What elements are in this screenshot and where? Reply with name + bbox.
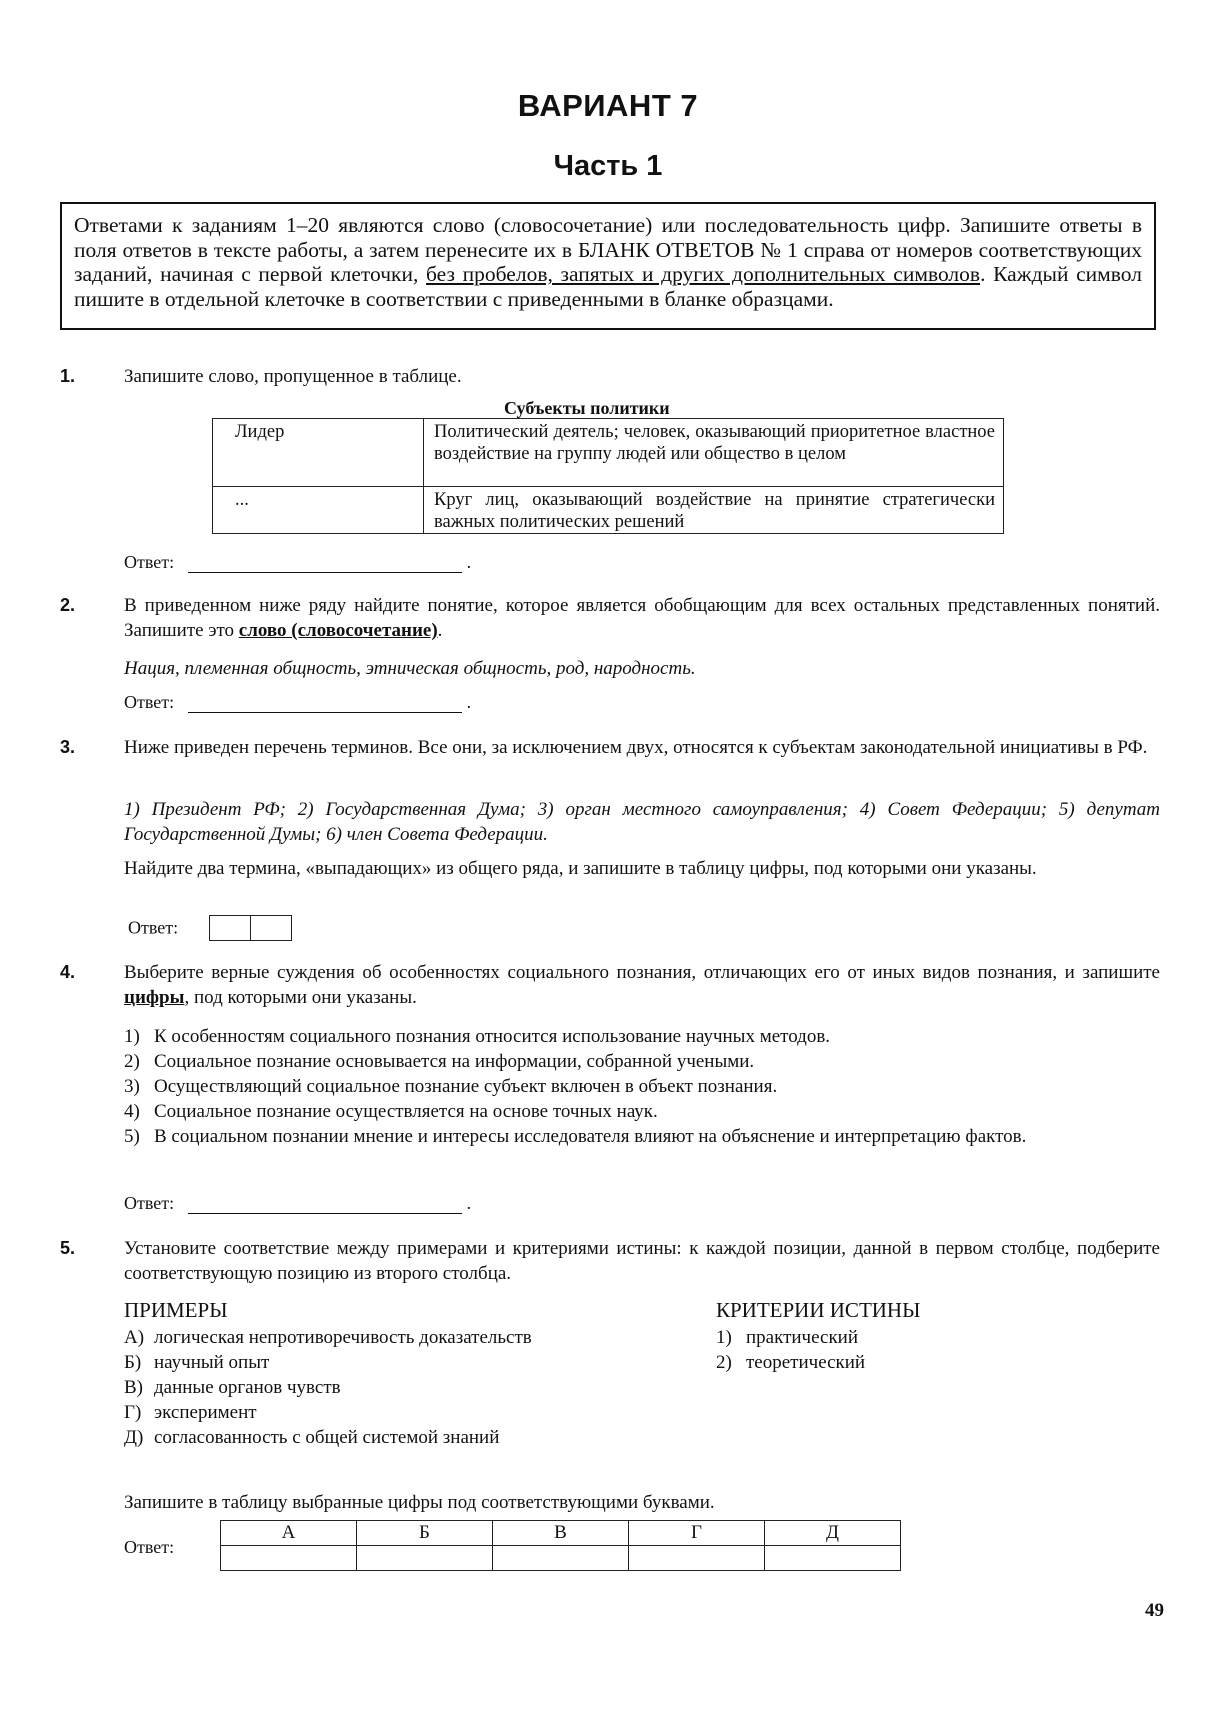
question-text: Установите соответствие между примерами и критериями истины: к каждой позиции, данной в первом столбце, подберите соответствующую позицию из второго столбца.	[124, 1238, 1160, 1284]
example-item	[124, 1350, 594, 1375]
example-letter: Б)	[124, 1352, 142, 1373]
question-4-options	[124, 1024, 1160, 1149]
variant-title: ВАРИАНТ 7	[517, 88, 699, 123]
answer-cell[interactable]	[221, 1546, 357, 1571]
question-5	[60, 1236, 1160, 1292]
criteria-number: 1)	[716, 1327, 732, 1348]
example-text: согласованность с общей системой знаний	[154, 1427, 500, 1448]
example-item	[124, 1400, 594, 1425]
option-number: 3)	[124, 1076, 140, 1097]
instructions-box	[60, 202, 1156, 330]
answer-label-5: Ответ:	[124, 1537, 175, 1557]
example-item	[124, 1375, 594, 1400]
answer-label: Ответ:	[124, 692, 175, 712]
option-number: 2)	[124, 1051, 140, 1072]
option-text: Социальное познание осуществляется на основе точных наук.	[154, 1101, 658, 1122]
option-item	[124, 1124, 1160, 1149]
table-caption: Субъекты политики	[504, 398, 670, 418]
criteria-item	[716, 1350, 1116, 1375]
example-letter: В)	[124, 1377, 143, 1398]
answer-table-input-row	[221, 1546, 901, 1571]
option-text: К особенностям социального познания относится использование научных методов.	[154, 1026, 831, 1047]
answer-table-header	[221, 1521, 901, 1546]
question-emphasis: слово (словосочетание)	[238, 620, 438, 641]
option-number: 5)	[124, 1126, 140, 1147]
question-3-task: Найдите два термина, «выпадающих» из общего ряда, и запишите в таблицу цифры, под которыми они указаны.	[124, 858, 1037, 879]
criteria-text: теоретический	[746, 1352, 866, 1373]
question-text: Запишите слово, пропущенное в таблице.	[124, 366, 462, 387]
answer-field[interactable]	[188, 552, 462, 573]
table-cell-term: Лидер	[213, 419, 424, 487]
option-item	[124, 1074, 1160, 1099]
question-number: 3.	[60, 737, 76, 757]
question-text: Ниже приведен перечень терминов. Все они, за исключением двух, относятся к субъектам законодательной инициативы в РФ.	[124, 737, 1148, 758]
answer-label: Ответ:	[124, 552, 175, 572]
option-number: 4)	[124, 1101, 140, 1122]
table-cell-definition: Политический деятель; человек, оказывающий приоритетное властное воздействие на группу людей или общество в целом	[424, 419, 1004, 487]
question-text-end: , под которыми они указаны.	[184, 987, 417, 1008]
letter-cell: Д	[765, 1521, 901, 1546]
letter-cell: В	[493, 1521, 629, 1546]
criteria-header: КРИТЕРИИ ИСТИНЫ	[716, 1298, 921, 1322]
table-row	[213, 419, 1004, 487]
question-2-items: Нация, племенная общность, этническая общность, род, народность.	[124, 658, 696, 679]
example-text: научный опыт	[154, 1352, 270, 1373]
letter-cell: Б	[357, 1521, 493, 1546]
part-title: Часть 1	[553, 150, 663, 182]
option-text: Осуществляющий социальное познание субъект включен в объект познания.	[154, 1076, 778, 1097]
instructions-text-end: . Каждый символ пишите в отдельной клеточке в соответствии с приведенными в бланке образцами.	[74, 262, 1142, 311]
instructions-underlined: без пробелов, запятых и других дополнительных символов	[426, 262, 981, 287]
question-number: 1.	[60, 366, 76, 386]
criteria-number: 2)	[716, 1352, 732, 1373]
example-letter: Д)	[124, 1427, 144, 1448]
answer-table-5	[220, 1520, 901, 1571]
option-item	[124, 1024, 1160, 1049]
subjects-table	[212, 418, 1004, 534]
question-text-end: .	[437, 620, 443, 641]
criteria-text: практический	[746, 1327, 859, 1348]
answer-field[interactable]	[188, 692, 462, 713]
answer-cell[interactable]	[357, 1546, 493, 1571]
example-text: логическая непротиворечивость доказательств	[154, 1327, 532, 1348]
answer-row-1: Ответ: .	[124, 552, 472, 572]
example-letter: А)	[124, 1327, 145, 1348]
option-text: Социальное познание основывается на информации, собранной учеными.	[154, 1051, 755, 1072]
example-letter: Г)	[124, 1402, 142, 1423]
table-row	[213, 487, 1004, 534]
answer-box[interactable]	[209, 916, 250, 941]
criteria-item	[716, 1325, 1116, 1350]
answer-row-4: Ответ: .	[124, 1193, 472, 1213]
answer-row-2: Ответ: .	[124, 692, 472, 712]
table-instruction: Запишите в таблицу выбранные цифры под соответствующими буквами.	[124, 1492, 715, 1513]
option-item	[124, 1049, 1160, 1074]
answer-label: Ответ:	[128, 917, 179, 938]
option-item	[124, 1099, 1160, 1124]
option-text: В социальном познании мнение и интересы исследователя влияют на объяснение и интерпретацию фактов.	[154, 1126, 1027, 1147]
examples-column	[124, 1298, 594, 1450]
question-text-part: В приведенном ниже ряду найдите понятие, которое является обобщающим для всех остальных представленных понятий. Запишите это	[124, 595, 1160, 641]
answer-boxes	[209, 915, 292, 941]
answer-box[interactable]	[250, 916, 291, 941]
question-3-items: 1) Президент РФ; 2) Государственная Дума; 3) орган местного самоуправления; 4) Совет Федерации; 5) депутат Государственной Думы; 6) член Совета Федерации.	[124, 799, 1160, 845]
answer-row-3	[128, 915, 292, 941]
examples-header: ПРИМЕРЫ	[124, 1298, 228, 1322]
answer-label: Ответ:	[124, 1193, 175, 1213]
page-number: 49	[1145, 1600, 1164, 1621]
example-item	[124, 1325, 594, 1350]
instructions-text: Ответами к заданиям 1–20 являются слово (словосочетание) или последовательность цифр. Запишите ответы в поля ответов в тексте работы, а затем перенесите их в БЛАНК ОТВЕТОВ № 1 справа от номеров соответствующих заданий, начиная с первой клеточки,	[74, 213, 1142, 287]
question-emphasis: цифры	[124, 987, 185, 1008]
letter-cell: А	[221, 1521, 357, 1546]
question-text	[124, 593, 1160, 643]
table-cell-definition: Круг лиц, оказывающий воздействие на принятие стратегически важных политических решений	[424, 487, 1004, 534]
option-number: 1)	[124, 1026, 140, 1047]
answer-cell[interactable]	[765, 1546, 901, 1571]
letter-cell: Г	[629, 1521, 765, 1546]
answer-cell[interactable]	[493, 1546, 629, 1571]
example-item	[124, 1425, 594, 1450]
question-number: 5.	[60, 1238, 76, 1258]
example-text: данные органов чувств	[154, 1377, 341, 1398]
answer-cell[interactable]	[629, 1546, 765, 1571]
criteria-column	[716, 1298, 1116, 1375]
example-text: эксперимент	[154, 1402, 257, 1423]
question-text-part: Выберите верные суждения об особенностях социального познания, отличающих его от иных видов познания, и запишите	[124, 962, 1160, 983]
question-number: 4.	[60, 962, 76, 982]
question-text	[124, 960, 1160, 1010]
table-cell-term: ...	[213, 487, 424, 534]
question-number: 2.	[60, 595, 76, 615]
answer-field[interactable]	[188, 1193, 462, 1214]
question-2	[60, 593, 1160, 653]
